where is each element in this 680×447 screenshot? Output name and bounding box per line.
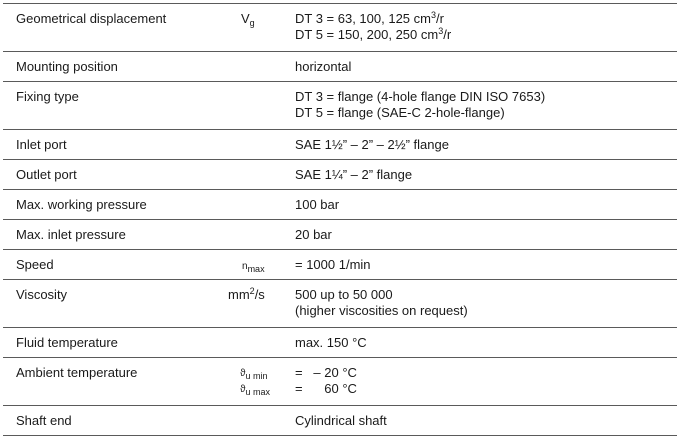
table-row: [3, 250, 677, 280]
value: SAE 1½” – 2” – 2½” flange: [295, 137, 449, 152]
table-row: [3, 280, 677, 328]
value: Cylindrical shaft: [295, 413, 387, 428]
value: 500 up to 50 000 (higher viscosities on request): [295, 287, 468, 318]
parameter-label: Speed: [16, 257, 54, 272]
value: 20 bar: [295, 227, 332, 242]
parameter-label: Max. working pressure: [16, 197, 147, 212]
symbol: $n_{max}$: [242, 261, 265, 274]
table-row: [3, 328, 677, 358]
parameter-label: Shaft end: [16, 413, 72, 428]
parameter-label: Fixing type: [16, 89, 79, 104]
value: = – 20 °C = 60 °C: [295, 365, 357, 396]
value: = 1000 1/min: [295, 257, 371, 272]
parameter-label: Outlet port: [16, 167, 77, 182]
symbol: $V_g$: [241, 11, 255, 28]
table-row: [3, 160, 677, 190]
value: max. 150 °C: [295, 335, 367, 350]
table-row: [3, 358, 677, 406]
table-row: [3, 220, 677, 250]
symbol: $ϑ_{u min}$ $ϑ_{u max}$: [240, 368, 270, 397]
table-row: [3, 4, 677, 52]
specification-table: [3, 3, 677, 436]
parameter-label: Viscosity: [16, 287, 68, 302]
value: SAE 1¼” – 2” flange: [295, 167, 413, 182]
parameter-label: Max. inlet pressure: [16, 227, 126, 242]
table-row: [3, 406, 677, 436]
table-row: [3, 82, 677, 130]
value: horizontal: [295, 59, 352, 74]
parameter-label: Mounting position: [16, 59, 118, 74]
value: DT 3 = 63, 100, 125 $cm^3/r$ DT 5 = 150, 200, 250 $cm^3/r$: [295, 10, 452, 42]
unit: $mm^2/s$: [228, 286, 265, 302]
parameter-label: Ambient temperature: [16, 365, 138, 380]
parameter-label: Fluid temperature: [16, 335, 118, 350]
table-row: [3, 52, 677, 82]
value: 100 bar: [295, 197, 340, 212]
table-row: [3, 130, 677, 160]
parameter-label: Geometrical displacement: [16, 11, 167, 26]
parameter-label: Inlet port: [16, 137, 67, 152]
value: DT 3 = flange (4-hole flange DIN ISO 7653) DT 5 = flange (SAE-C 2-hole-flange): [295, 89, 546, 120]
table-row: [3, 190, 677, 220]
